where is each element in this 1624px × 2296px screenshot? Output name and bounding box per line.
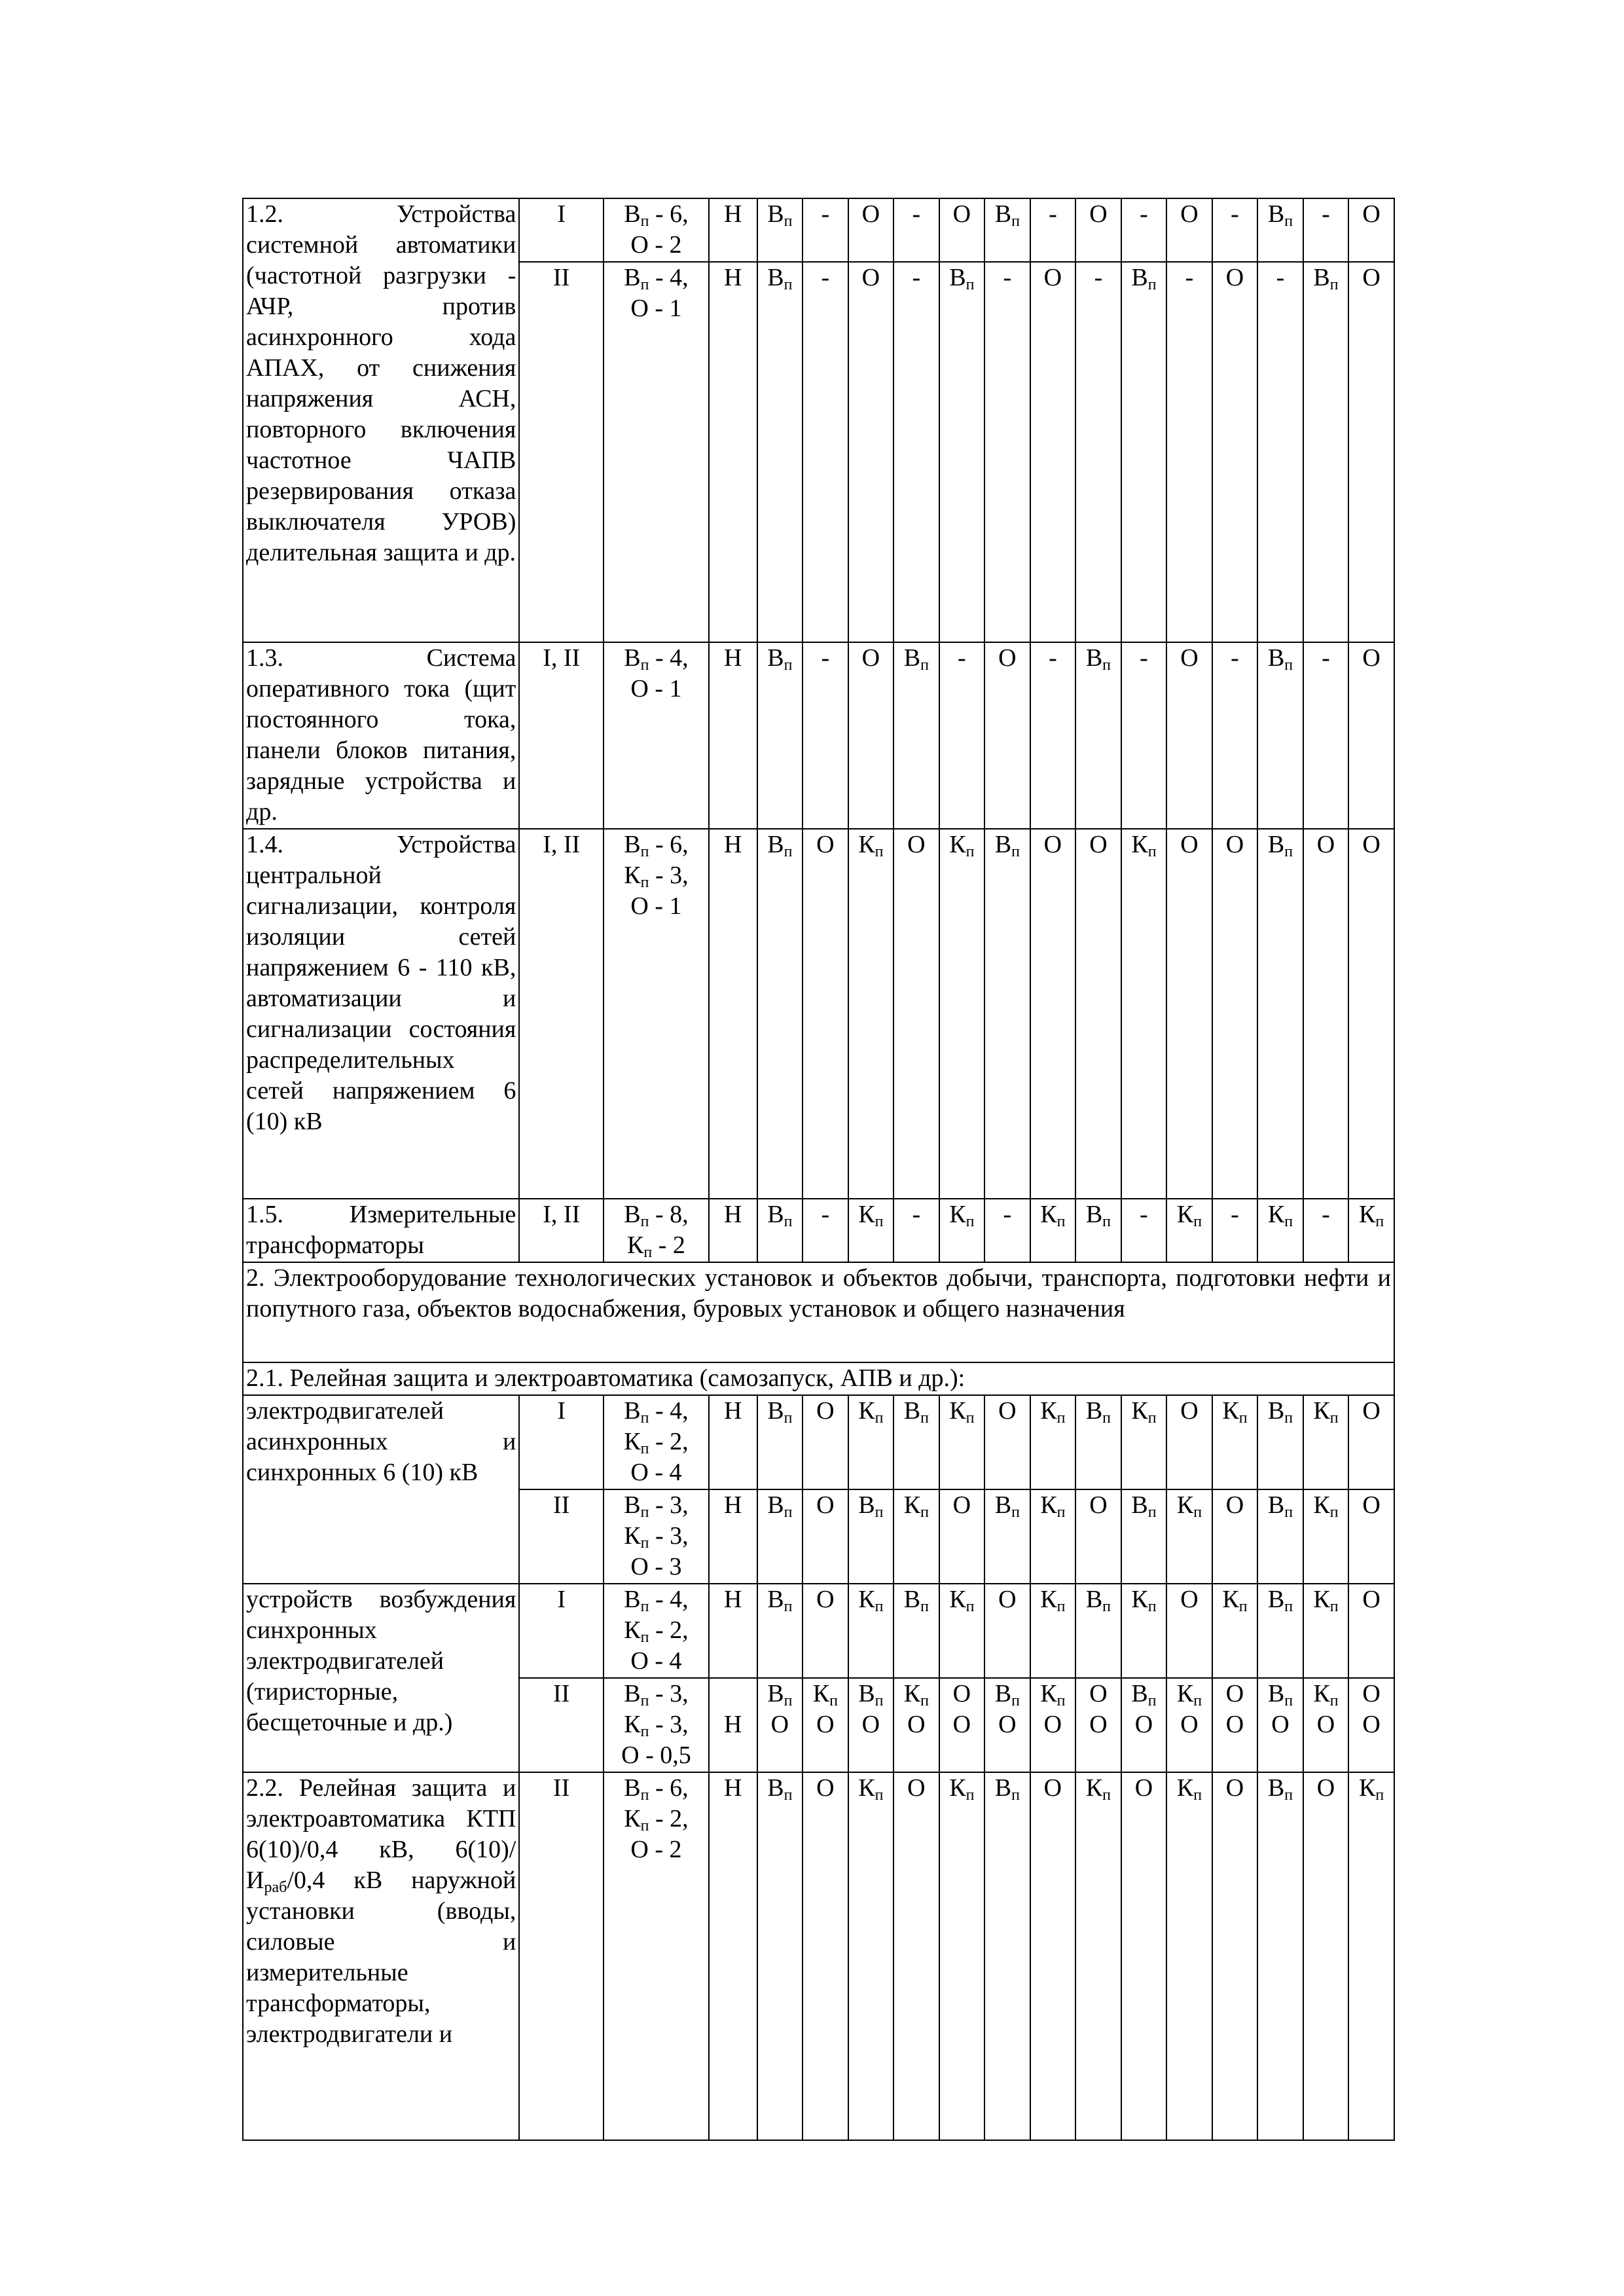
schedule-cell: $К_п$	[1166, 1489, 1212, 1584]
schedule-cell: $К_п$	[893, 1489, 939, 1584]
schedule-cell: Н	[709, 642, 757, 829]
category-cell: II	[519, 1678, 604, 1772]
schedule-cell: О	[1348, 642, 1394, 829]
periodicity-line: О - 1	[630, 675, 682, 702]
section-heading: 2.1. Релейная защита и электроавтоматика (самозапуск, АПВ и др.):	[243, 1362, 1394, 1395]
schedule-cell: О	[1303, 829, 1349, 1199]
schedule-cell: -	[1121, 642, 1167, 829]
schedule-cell: $В_п$	[893, 1584, 939, 1678]
table-row	[243, 642, 1394, 829]
periodicity-line: О - 4	[630, 1459, 682, 1486]
category-cell: I, II	[519, 1199, 604, 1262]
schedule-cell: $В_п$	[1075, 1395, 1121, 1489]
schedule-cell: $К_п$	[1303, 1584, 1349, 1678]
schedule-cell: $В_п$	[1303, 262, 1349, 642]
schedule-cell: $К_п$	[1030, 1199, 1076, 1262]
schedule-cell: О	[1166, 1395, 1212, 1489]
equipment-name-cell: 1.3. Система оперативного тока (щит постоянного тока, панели блоков питания, зарядные устройства и др.	[243, 642, 519, 829]
schedule-cell: -	[1257, 262, 1303, 642]
schedule-cell: О	[939, 1489, 985, 1584]
schedule-cell: О	[939, 198, 985, 262]
schedule-cell: О	[1348, 1489, 1394, 1584]
schedule-cell: О	[1212, 1489, 1258, 1584]
schedule-cell: О	[1075, 1489, 1121, 1584]
periodicity-cell	[604, 1489, 709, 1584]
schedule-cell: О	[1212, 829, 1258, 1199]
table-row	[243, 1199, 1394, 1262]
schedule-cell: $В_п$	[1121, 1489, 1167, 1584]
periodicity-line: $В_п - 4$,	[624, 264, 689, 293]
schedule-cell: $В_п$	[1257, 1489, 1303, 1584]
schedule-cell: -	[893, 1199, 939, 1262]
periodicity-cell	[604, 1395, 709, 1489]
schedule-cell: -	[1212, 642, 1258, 829]
periodicity-line: О - 2	[630, 1836, 682, 1863]
schedule-cell: $В_п$	[1257, 1395, 1303, 1489]
schedule-cell: $В_п$	[984, 1489, 1030, 1584]
equipment-name-cell: электродвигателей асинхронных и синхронных 6 (10) кВ	[243, 1395, 519, 1584]
periodicity-line: $К_п - 3$,	[624, 1522, 689, 1552]
schedule-cell: $В_п$	[757, 642, 803, 829]
category-cell: I, II	[519, 642, 604, 829]
schedule-cell: $К_п$	[1030, 1489, 1076, 1584]
schedule-cell: $В_п$	[757, 1584, 803, 1678]
periodicity-line: О - 4	[630, 1647, 682, 1675]
schedule-cell: $В_п$	[1257, 198, 1303, 262]
schedule-cell: -	[1303, 198, 1349, 262]
periodicity-line: $В_п - 3$,	[624, 1680, 689, 1709]
schedule-cell: $В_п$	[939, 262, 985, 642]
periodicity-cell	[604, 829, 709, 1199]
schedule-cell: О	[893, 1772, 939, 2140]
schedule-cell: $В_п$	[757, 1199, 803, 1262]
schedule-cell: О	[803, 1584, 848, 1678]
equipment-name-cell: 2.2. Релейная защита и электроавтоматика КТП 6(10)/0,4 кВ, $6(10)/И_{раб}/0,4$ кВ наружной установки (вводы, силовые и измерительные трансформаторы, электродвигатели и	[243, 1772, 519, 2140]
periodicity-line: $В_п - 8$,	[624, 1201, 689, 1230]
schedule-cell: $К_п$	[1030, 1584, 1076, 1678]
schedule-cell: $В_п$	[757, 198, 803, 262]
table-row	[243, 829, 1394, 1199]
schedule-cell: $К_п$	[939, 1772, 985, 2140]
periodicity-line: $В_п - 4$,	[624, 644, 689, 674]
schedule-cell: $К_п$ О	[1166, 1678, 1212, 1772]
schedule-cell: $К_п$ О	[1030, 1678, 1076, 1772]
periodicity-line: $К_п - 3$,	[624, 862, 689, 891]
schedule-cell: О	[984, 642, 1030, 829]
schedule-cell: О	[1348, 829, 1394, 1199]
periodicity-line: О - 1	[630, 892, 682, 920]
periodicity-line: О - 1	[630, 295, 682, 322]
schedule-cell: -	[984, 262, 1030, 642]
schedule-cell: $К_п$	[1212, 1584, 1258, 1678]
periodicity-line: $К_п - 2$,	[624, 1428, 689, 1457]
schedule-cell: $В_п$	[1121, 262, 1167, 642]
schedule-cell: $К_п$	[1121, 1395, 1167, 1489]
schedule-cell: О	[1166, 642, 1212, 829]
schedule-cell: О О	[1212, 1678, 1258, 1772]
schedule-cell: $В_п$	[848, 1489, 894, 1584]
schedule-cell: О	[803, 829, 848, 1199]
schedule-cell: О	[1030, 1772, 1076, 2140]
periodicity-cell	[604, 1678, 709, 1772]
schedule-cell: $К_п$	[1030, 1395, 1076, 1489]
schedule-cell: $К_п$	[1303, 1489, 1349, 1584]
schedule-cell: О	[1348, 1395, 1394, 1489]
category-cell: II	[519, 1772, 604, 2140]
periodicity-line: О - 3	[630, 1553, 682, 1580]
schedule-cell: О	[1166, 1584, 1212, 1678]
periodicity-line: $В_п - 6$,	[624, 1774, 689, 1804]
schedule-cell: Н	[709, 1678, 757, 1772]
schedule-cell: -	[1030, 642, 1076, 829]
schedule-cell: Н	[709, 829, 757, 1199]
schedule-cell: О	[1166, 829, 1212, 1199]
schedule-cell: -	[1075, 262, 1121, 642]
schedule-cell: $В_п$	[757, 829, 803, 1199]
schedule-cell: $К_п$	[1348, 1199, 1394, 1262]
periodicity-line: $В_п - 4$,	[624, 1586, 689, 1615]
periodicity-cell	[604, 1584, 709, 1678]
schedule-cell: Н	[709, 1584, 757, 1678]
schedule-cell: $К_п$	[1303, 1395, 1349, 1489]
schedule-cell: $В_п$	[1075, 1584, 1121, 1678]
category-cell: I	[519, 1395, 604, 1489]
table-row	[243, 198, 1394, 262]
schedule-cell: -	[803, 642, 848, 829]
schedule-cell: О	[848, 262, 894, 642]
schedule-cell: $В_п$ О	[757, 1678, 803, 1772]
schedule-cell: О	[893, 829, 939, 1199]
schedule-cell: О	[1030, 829, 1076, 1199]
schedule-cell: $В_п$	[984, 198, 1030, 262]
schedule-cell: $К_п$	[848, 1395, 894, 1489]
schedule-cell: О	[803, 1772, 848, 2140]
schedule-cell: $В_п$ О	[848, 1678, 894, 1772]
schedule-cell: Н	[709, 1489, 757, 1584]
periodicity-line: О - 2	[630, 231, 682, 259]
schedule-cell: Н	[709, 1772, 757, 2140]
schedule-cell: $В_п$	[757, 262, 803, 642]
periodicity-line: $В_п - 3$,	[624, 1491, 689, 1521]
schedule-cell: $К_п$	[848, 1584, 894, 1678]
schedule-cell: -	[1212, 198, 1258, 262]
periodicity-cell	[604, 262, 709, 642]
schedule-cell: О	[984, 1584, 1030, 1678]
schedule-cell: $В_п$	[1075, 1199, 1121, 1262]
schedule-cell: -	[1166, 262, 1212, 642]
schedule-cell: -	[1212, 1199, 1258, 1262]
schedule-cell: О	[1212, 1772, 1258, 2140]
schedule-cell: О	[1166, 198, 1212, 262]
schedule-cell: -	[939, 642, 985, 829]
category-cell: I	[519, 1584, 604, 1678]
periodicity-cell	[604, 1199, 709, 1262]
periodicity-line: $К_п - 3$,	[624, 1711, 689, 1740]
periodicity-line: $К_п - 2$	[627, 1231, 685, 1261]
table-row	[243, 1772, 1394, 2140]
schedule-cell: $К_п$	[939, 1199, 985, 1262]
schedule-cell: $К_п$	[1121, 1584, 1167, 1678]
schedule-cell: -	[893, 198, 939, 262]
schedule-cell: -	[984, 1199, 1030, 1262]
schedule-cell: $К_п$ О	[1303, 1678, 1349, 1772]
schedule-cell: $К_п$ О	[893, 1678, 939, 1772]
schedule-cell: Н	[709, 198, 757, 262]
periodicity-line: О - 0,5	[621, 1741, 691, 1769]
schedule-cell: О	[848, 198, 894, 262]
schedule-cell: $К_п$	[1257, 1199, 1303, 1262]
schedule-cell: -	[1121, 1199, 1167, 1262]
periodicity-line: $В_п - 4$,	[624, 1397, 689, 1427]
schedule-cell: $В_п$ О	[1257, 1678, 1303, 1772]
periodicity-line: $К_п - 2$,	[624, 1805, 689, 1834]
schedule-cell: $К_п$	[1075, 1772, 1121, 2140]
table-row	[243, 1395, 1394, 1489]
periodicity-cell	[604, 642, 709, 829]
category-cell: I, II	[519, 829, 604, 1199]
schedule-cell: О	[848, 642, 894, 829]
schedule-cell: $В_п$	[893, 642, 939, 829]
schedule-cell: $В_п$	[1257, 1772, 1303, 2140]
schedule-cell: О	[1121, 1772, 1167, 2140]
equipment-name-cell: устройств возбуждения синхронных электродвигателей (тиристорные, бесщеточные и др.)	[243, 1584, 519, 1772]
section-row	[243, 1262, 1394, 1362]
periodicity-line: $В_п - 6$,	[624, 200, 689, 230]
section-heading: 2. Электрооборудование технологических установок и объектов добычи, транспорта, подготовки нефти и попутного газа, объектов водоснабжения, буровых установок и общего назначения	[243, 1262, 1394, 1362]
schedule-cell: $В_п$	[1075, 642, 1121, 829]
equipment-name-cell: 1.4. Устройства центральной сигнализации, контроля изоляции сетей напряжением 6 - 110 кВ, автоматизации и сигнализации состояния распределительных сетей напряжением 6 (10) кВ	[243, 829, 519, 1199]
schedule-cell: $К_п$	[1166, 1199, 1212, 1262]
schedule-cell: $В_п$ О	[1121, 1678, 1167, 1772]
schedule-cell: -	[1121, 198, 1167, 262]
schedule-cell: -	[803, 198, 848, 262]
schedule-cell: О О	[1075, 1678, 1121, 1772]
schedule-cell: О	[1075, 198, 1121, 262]
schedule-cell: -	[1030, 198, 1076, 262]
schedule-cell: $В_п$	[1257, 1584, 1303, 1678]
category-cell: I	[519, 198, 604, 262]
schedule-cell: -	[893, 262, 939, 642]
schedule-cell: $В_п$	[1257, 642, 1303, 829]
schedule-cell: $К_п$	[1121, 829, 1167, 1199]
schedule-cell: О	[1075, 829, 1121, 1199]
schedule-cell: $К_п$	[848, 829, 894, 1199]
schedule-cell: О	[984, 1395, 1030, 1489]
equipment-name-cell: 1.5. Измерительные трансформаторы	[243, 1199, 519, 1262]
equipment-name-cell: 1.2. Устройства системной автоматики (частотной разгрузки - АЧР, против асинхронного хода АПАХ, от снижения напряжения АСН, повторного включения частотное ЧАПВ резервирования отказа выключателя УРОВ) делительная защита и др.	[243, 198, 519, 642]
periodicity-cell	[604, 1772, 709, 2140]
schedule-cell: $К_п$	[848, 1199, 894, 1262]
periodicity-line: $В_п - 6$,	[624, 831, 689, 860]
schedule-cell: $В_п$	[984, 1772, 1030, 2140]
schedule-cell: О О	[1348, 1678, 1394, 1772]
schedule-cell: $К_п$ О	[803, 1678, 848, 1772]
schedule-cell: О	[803, 1395, 848, 1489]
schedule-cell: $К_п$	[939, 829, 985, 1199]
category-cell: II	[519, 262, 604, 642]
schedule-cell: Н	[709, 1199, 757, 1262]
section-row	[243, 1362, 1394, 1395]
schedule-cell: Н	[709, 1395, 757, 1489]
schedule-cell: О	[1348, 262, 1394, 642]
schedule-cell: -	[803, 262, 848, 642]
schedule-cell: О	[1303, 1772, 1349, 2140]
schedule-cell: -	[803, 1199, 848, 1262]
schedule-cell: $К_п$	[1212, 1395, 1258, 1489]
maintenance-schedule-table	[242, 198, 1395, 2141]
periodicity-line: $К_п - 2$,	[624, 1616, 689, 1646]
schedule-cell: $К_п$	[939, 1395, 985, 1489]
schedule-cell: О	[803, 1489, 848, 1584]
schedule-cell: $В_п$	[757, 1772, 803, 2140]
schedule-cell: $В_п$ О	[984, 1678, 1030, 1772]
category-cell: II	[519, 1489, 604, 1584]
schedule-cell: О	[1348, 1584, 1394, 1678]
schedule-cell: $К_п$	[848, 1772, 894, 2140]
schedule-cell: -	[1303, 642, 1349, 829]
schedule-cell: $К_п$	[939, 1584, 985, 1678]
schedule-cell: $В_п$	[1257, 829, 1303, 1199]
schedule-cell: $К_п$	[1166, 1772, 1212, 2140]
schedule-cell: $В_п$	[757, 1489, 803, 1584]
schedule-cell: О	[1030, 262, 1076, 642]
schedule-cell: $В_п$	[984, 829, 1030, 1199]
schedule-cell: Н	[709, 262, 757, 642]
schedule-cell: -	[1303, 1199, 1349, 1262]
table-row	[243, 1584, 1394, 1678]
schedule-cell: О	[1212, 262, 1258, 642]
schedule-cell: О О	[939, 1678, 985, 1772]
schedule-cell: $В_п$	[757, 1395, 803, 1489]
schedule-cell: $К_п$	[1348, 1772, 1394, 2140]
schedule-cell: О	[1348, 198, 1394, 262]
table-body	[243, 198, 1394, 2140]
periodicity-cell	[604, 198, 709, 262]
schedule-cell: $В_п$	[893, 1395, 939, 1489]
